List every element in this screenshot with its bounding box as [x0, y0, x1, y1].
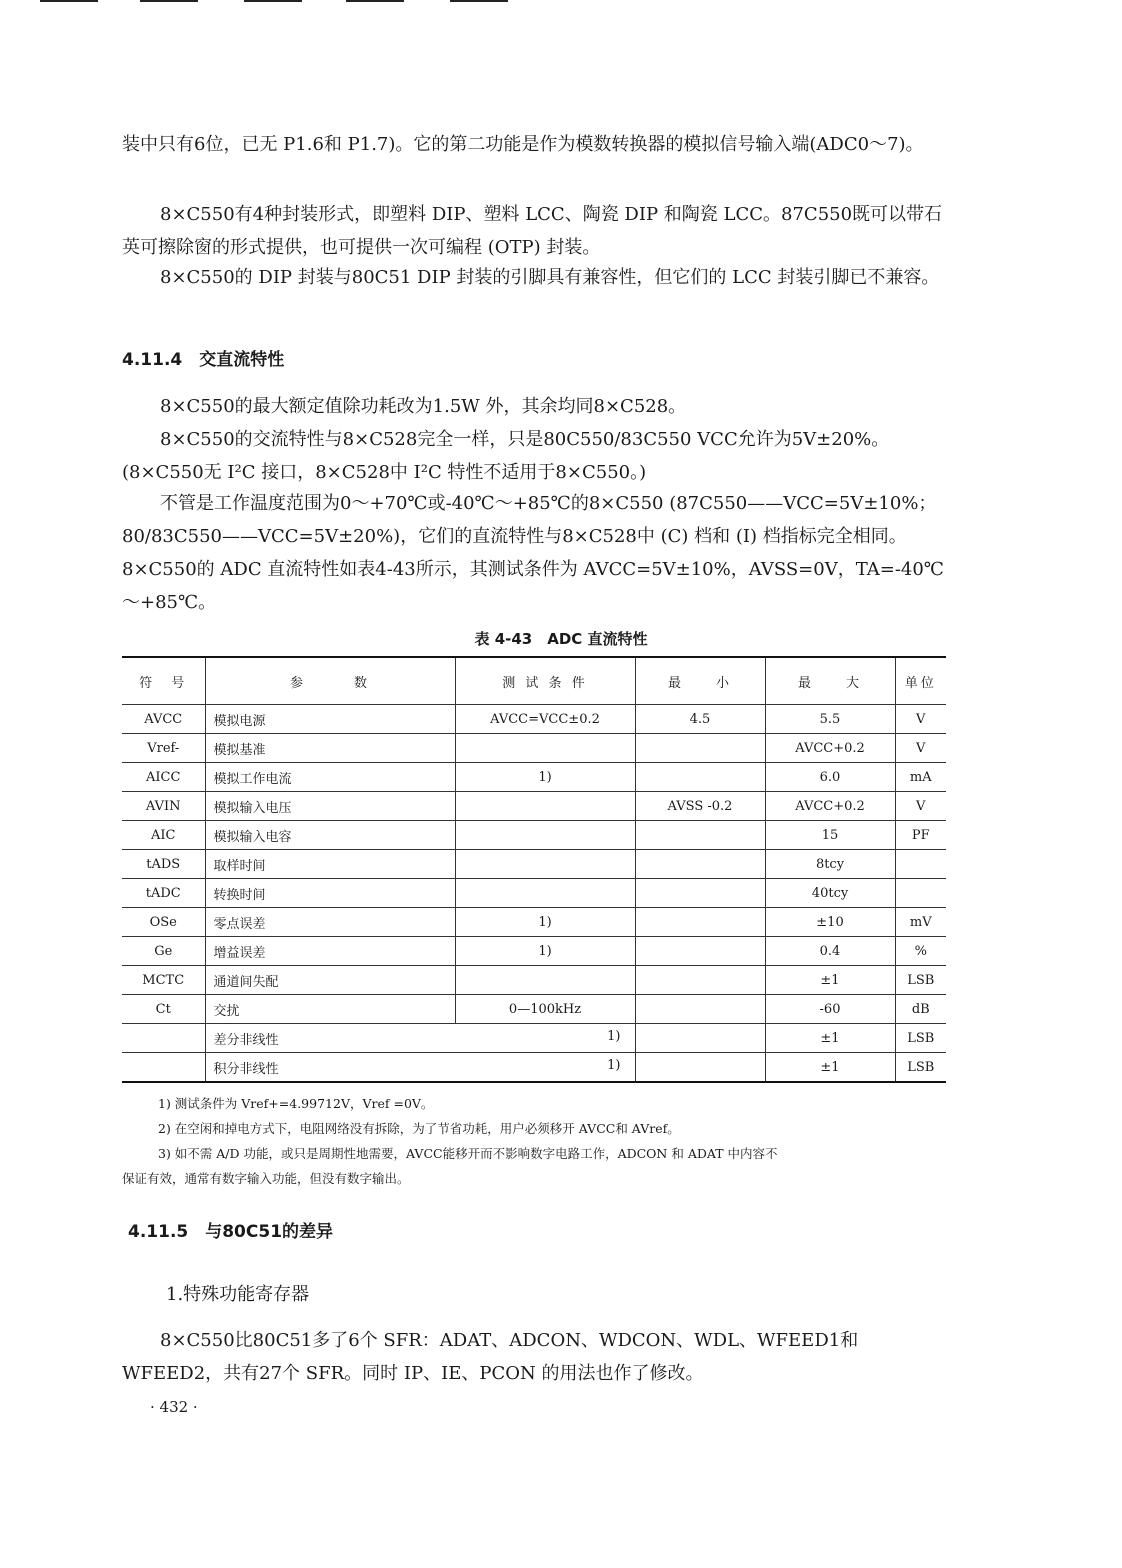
cell-unit: V	[895, 705, 946, 734]
cell-max: 5.5	[765, 705, 895, 734]
cell-min	[635, 821, 765, 850]
paragraph-dc-characteristics: 不管是工作温度范围为0～+70℃或-40℃～+85℃的8×C550 (87C550——VCC=5V±10%；80/83C550——VCC=5V±20%)，它们的直流特性与8×C528中 (C) 档和 (I) 档指标完全相同。8×C550的 ADC 直流特性如表4-43所示，其测试条件为 AVCC=5V±10%，AVSS=0V，TA=-40℃～+85℃。	[122, 493, 944, 613]
cell-unit	[895, 879, 946, 908]
table-note-3-continued: 保证有效，通常有数字输入功能，但没有数字输出。	[122, 1171, 410, 1186]
cell-min: AVSS -0.2	[635, 792, 765, 821]
paragraph-ac-characteristics: 8×C550的交流特性与8×C528完全一样，只是80C550/83C550 VCC允许为5V±20%。(8×C550无 I²C 接口，8×C528中 I²C 特性不适用于8×C550。)	[122, 429, 890, 483]
table-note-2: 2) 在空闲和掉电方式下，电阻网络没有拆除，为了节省功耗，用户必须移开 AVCC和 AVref。	[158, 1121, 680, 1136]
table-note-3: 3) 如不需 A/D 功能，或只是周期性地需要，AVCC能移开而不影响数字电路工作，ADCON 和 ADAT 中内容不	[158, 1146, 778, 1161]
cell-symbol: AICC	[122, 763, 205, 792]
cell-parameter: 模拟电源	[205, 705, 455, 734]
cell-condition	[455, 966, 635, 995]
cell-min: 4.5	[635, 705, 765, 734]
cell-symbol: Ct	[122, 995, 205, 1024]
cell-parameter: 模拟输入电容	[205, 821, 455, 850]
adc-dc-table	[122, 656, 946, 1083]
cell-condition	[455, 792, 635, 821]
cell-condition: 0—100kHz	[455, 995, 635, 1024]
cell-condition: AVCC=VCC±0.2	[455, 705, 635, 734]
cell-min	[635, 1053, 765, 1083]
cell-unit: LSB	[895, 1053, 946, 1083]
cell-symbol: OSe	[122, 908, 205, 937]
cell-min	[635, 1024, 765, 1053]
cell-min	[635, 763, 765, 792]
section-heading-4-11-4: 4.11.4 交直流特性	[122, 350, 285, 370]
table-row-merged	[122, 1053, 946, 1083]
cell-max: -60	[765, 995, 895, 1024]
table-row	[122, 763, 946, 792]
cell-parameter: 积分非线性	[213, 1061, 279, 1077]
cell-parameter: 转换时间	[205, 879, 455, 908]
cell-symbol: tADS	[122, 850, 205, 879]
table-row	[122, 850, 946, 879]
cell-unit: LSB	[895, 1024, 946, 1053]
paragraph-package-compat: 8×C550的 DIP 封装与80C51 DIP 封装的引脚具有兼容性，但它们的 LCC 封装引脚已不兼容。	[160, 267, 940, 288]
cell-condition: 1)	[455, 937, 635, 966]
table-caption: 表 4-43 ADC 直流特性	[474, 630, 648, 648]
table-row	[122, 908, 946, 937]
cell-symbol: AVCC	[122, 705, 205, 734]
cell-symbol	[122, 1053, 205, 1083]
table-row	[122, 937, 946, 966]
table-row-merged	[122, 1024, 946, 1053]
cell-parameter: 零点误差	[205, 908, 455, 937]
table-row	[122, 966, 946, 995]
cell-min	[635, 995, 765, 1024]
cell-condition	[455, 879, 635, 908]
cell-max: ±1	[765, 1053, 895, 1083]
cell-min	[635, 908, 765, 937]
cell-unit	[895, 850, 946, 879]
cell-min	[635, 850, 765, 879]
table-note-1: 1) 测试条件为 Vref+=4.99712V，Vref =0V。	[158, 1096, 434, 1111]
cell-symbol: AIC	[122, 821, 205, 850]
cell-parameter: 模拟工作电流	[205, 763, 455, 792]
cell-condition	[455, 850, 635, 879]
cell-symbol	[122, 1024, 205, 1053]
section-heading-4-11-5: 4.11.5 与80C51的差异	[128, 1222, 334, 1242]
table-row	[122, 821, 946, 850]
cell-max: 8tcy	[765, 850, 895, 879]
cell-parameter-condition	[205, 1024, 635, 1053]
cell-max: AVCC+0.2	[765, 792, 895, 821]
header-min: 最 小	[635, 657, 765, 705]
cell-unit: LSB	[895, 966, 946, 995]
top-edge-marks	[40, 0, 510, 4]
header-parameter: 参 数	[205, 657, 455, 705]
header-max: 最 大	[765, 657, 895, 705]
cell-parameter: 交扰	[205, 995, 455, 1024]
cell-min	[635, 734, 765, 763]
cell-unit: %	[895, 937, 946, 966]
cell-condition: 1)	[455, 908, 635, 937]
cell-parameter: 取样时间	[205, 850, 455, 879]
table-row	[122, 705, 946, 734]
cell-min	[635, 966, 765, 995]
cell-max: ±1	[765, 966, 895, 995]
cell-max: AVCC+0.2	[765, 734, 895, 763]
cell-min	[635, 879, 765, 908]
cell-condition: 1)	[607, 1057, 621, 1073]
cell-max: 40tcy	[765, 879, 895, 908]
cell-max: 6.0	[765, 763, 895, 792]
table-row	[122, 995, 946, 1024]
cell-max: 15	[765, 821, 895, 850]
cell-max: 0.4	[765, 937, 895, 966]
cell-condition	[455, 821, 635, 850]
cell-condition: 1)	[455, 763, 635, 792]
cell-unit: V	[895, 734, 946, 763]
cell-symbol: tADC	[122, 879, 205, 908]
cell-parameter-condition	[205, 1053, 635, 1083]
cell-parameter: 模拟基准	[205, 734, 455, 763]
cell-unit: dB	[895, 995, 946, 1024]
table-row	[122, 792, 946, 821]
cell-unit: mV	[895, 908, 946, 937]
cell-unit: V	[895, 792, 946, 821]
page-number: · 432 ·	[150, 1398, 198, 1416]
table-row	[122, 734, 946, 763]
cell-symbol: AVIN	[122, 792, 205, 821]
header-unit: 单位	[895, 657, 946, 705]
header-test-condition: 测 试 条 件	[455, 657, 635, 705]
cell-parameter: 模拟输入电压	[205, 792, 455, 821]
paragraph-sfr-differences: 8×C550比80C51多了6个 SFR：ADAT、ADCON、WDCON、WDL、WFEED1和WFEED2，共有27个 SFR。同时 IP、IE、PCON 的用法也作了修改。	[122, 1330, 859, 1384]
cell-unit: mA	[895, 763, 946, 792]
cell-parameter: 差分非线性	[213, 1032, 279, 1048]
cell-min	[635, 937, 765, 966]
cell-parameter: 通道间失配	[205, 966, 455, 995]
cell-symbol: Vref-	[122, 734, 205, 763]
header-symbol: 符 号	[122, 657, 205, 705]
cell-max: ±10	[765, 908, 895, 937]
cell-symbol: MCTC	[122, 966, 205, 995]
cell-condition	[455, 734, 635, 763]
paragraph-adc-pins: 装中只有6位，已无 P1.6和 P1.7)。它的第二功能是作为模数转换器的模拟信号输入端(ADC0～7)。	[122, 134, 924, 155]
cell-condition: 1)	[607, 1028, 621, 1044]
table-row	[122, 879, 946, 908]
cell-max: ±1	[765, 1024, 895, 1053]
paragraph-package-forms: 8×C550有4种封装形式，即塑料 DIP、塑料 LCC、陶瓷 DIP 和陶瓷 LCC。87C550既可以带石英可擦除窗的形式提供，也可提供一次可编程 (OTP) 封装。	[122, 204, 943, 258]
subheading-sfr: 1.特殊功能寄存器	[166, 1284, 310, 1305]
cell-parameter: 增益误差	[205, 937, 455, 966]
table-header-row	[122, 657, 946, 705]
cell-symbol: Ge	[122, 937, 205, 966]
cell-unit: PF	[895, 821, 946, 850]
paragraph-max-ratings: 8×C550的最大额定值除功耗改为1.5W 外，其余均同8×C528。	[160, 396, 687, 417]
